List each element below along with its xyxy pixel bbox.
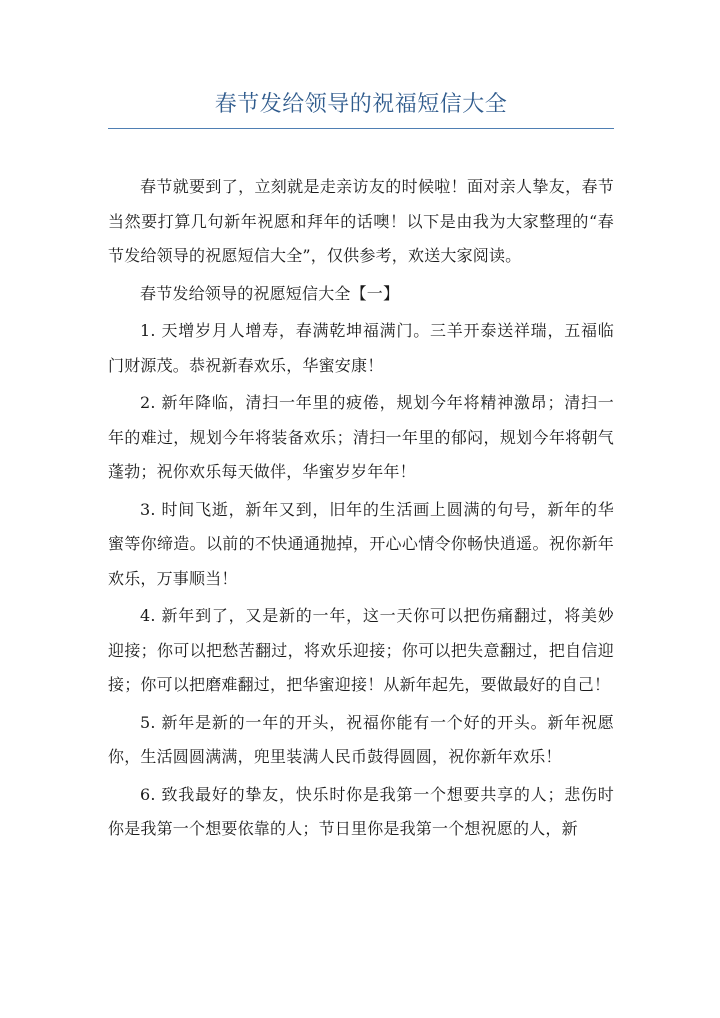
list-item: 5. 新年是新的一年的开头，祝福你能有一个好的开头。新年祝愿你，生活圆圆满满，兜里装满人民币鼓得圆圆，祝你新年欢乐！ — [108, 712, 614, 766]
list-item: 1. 天增岁月人增寿，春满乾坤福满门。三羊开泰送祥瑞，五福临门财源茂。恭祝新春欢乐，华蜜安康！ — [108, 321, 614, 375]
document-title: 春节发给领导的祝福短信大全 — [214, 92, 508, 117]
list-item: 3. 时间飞逝，新年又到，旧年的生活画上圆满的句号，新年的华蜜等你缔造。以前的不快通通抛掉，开心心情令你畅快逍遥。祝你新年欢乐，万事顺当！ — [108, 499, 614, 588]
list-item: 4. 新年到了，又是新的一年，这一天你可以把伤痛翻过，将美妙迎接；你可以把愁苦翻过，将欢乐迎接；你可以把失意翻过，把自信迎接；你可以把磨难翻过，把华蜜迎接！从新年起先，要做最好的自己！ — [108, 606, 614, 694]
list-item: 2. 新年降临，清扫一年里的疲倦，规划今年将精神激昂；清扫一年的难过，规划今年将装备欢乐；清扫一年里的郁闷，规划今年将朝气蓬勃；祝你欢乐每天做伴，华蜜岁岁年年！ — [108, 393, 614, 481]
document-body — [108, 170, 614, 850]
section-heading: 春节发给领导的祝愿短信大全【一】 — [140, 283, 400, 303]
intro-paragraph: 春节就要到了，立刻就是走亲访友的时候啦！面对亲人挚友，春节当然要打算几句新年祝愿和拜年的话噢！以下是由我为大家整理的“春节发给领导的祝愿短信大全”，仅供参考，欢送大家阅读。 — [108, 177, 614, 265]
title-underline — [108, 128, 614, 129]
list-item: 6. 致我最好的挚友，快乐时你是我第一个想要共享的人；悲伤时你是我第一个想要依靠的人；节日里你是我第一个想祝愿的人，新 — [108, 784, 614, 838]
